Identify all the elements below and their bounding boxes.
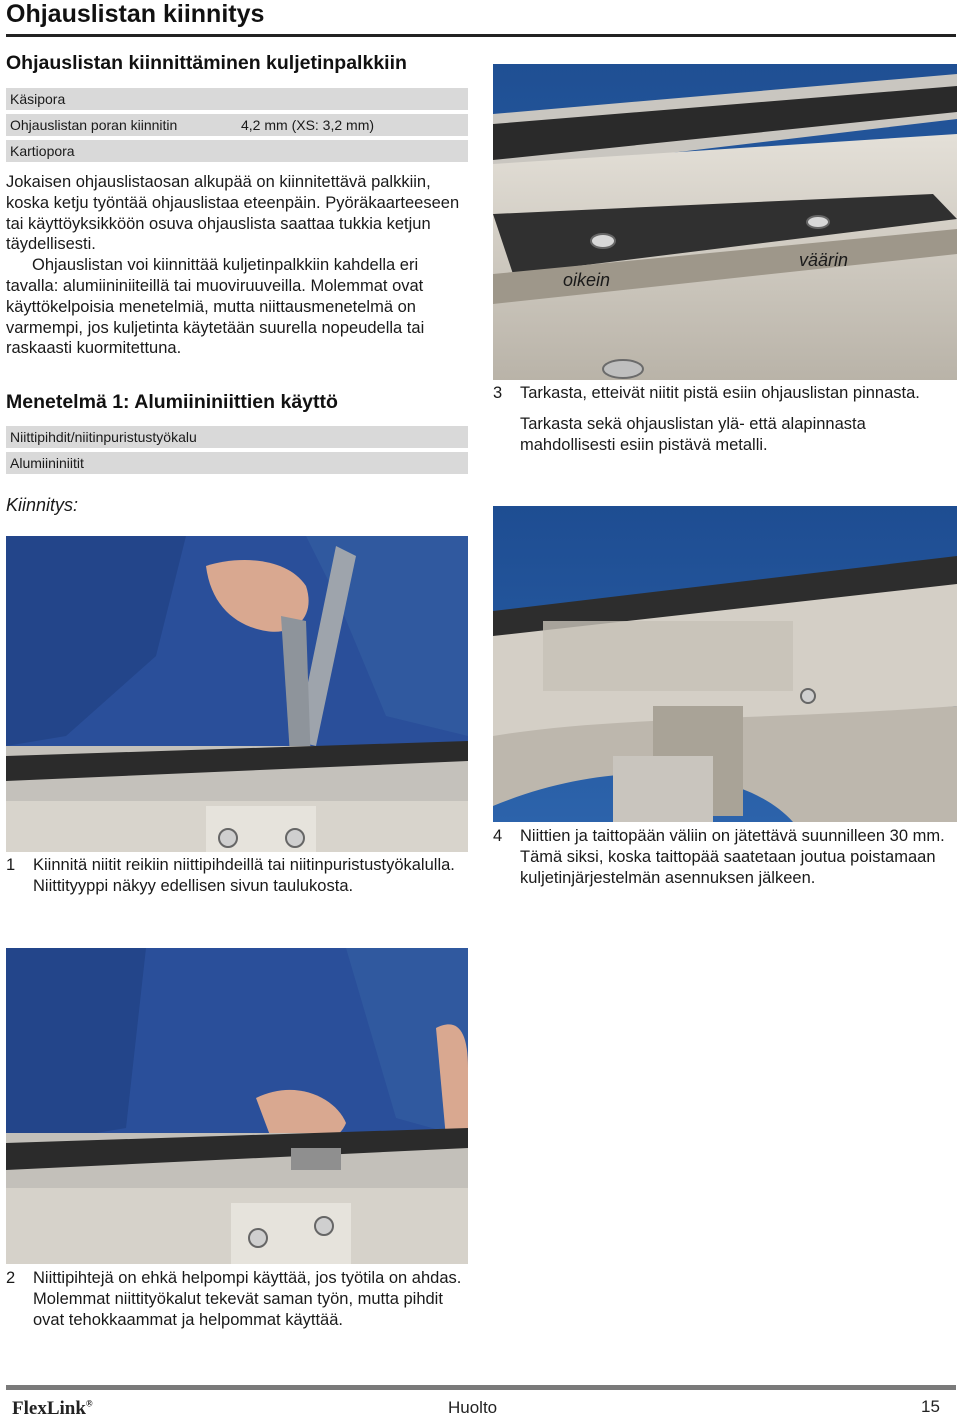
- step-text: Tarkasta, etteivät niitit pistä esiin ohjauslistan pinnasta.: [520, 384, 920, 402]
- footer-divider: [6, 1385, 956, 1390]
- tool-name: Niittipihdit/niitinpuristustyökalu: [10, 429, 197, 445]
- logo-wordmark: FlexLink: [12, 1398, 86, 1419]
- tool-name: Alumiininiitit: [10, 455, 84, 471]
- step-number: 2: [6, 1269, 16, 1287]
- step-number: 3: [493, 384, 503, 402]
- step-text: Niittien ja taittopään väliin on jätettävä suunnilleen 30 mm. Tämä siksi, koska taittopää saatetaan joutua poistamaan kuljetinjärjestelmän asennuksen jälkeen.: [520, 827, 945, 887]
- tool-row: [6, 452, 468, 474]
- step-4: [493, 826, 958, 888]
- tool-name: Ohjauslistan poran kiinnitin: [10, 117, 178, 133]
- step-text-extra: Tarkasta sekä ohjauslistan ylä- että alapinnasta mahdollisesti esiin pistävä metalli.: [520, 414, 866, 454]
- step-number: 1: [6, 856, 16, 874]
- step-1: [6, 855, 468, 897]
- tool-row: [6, 426, 468, 448]
- photo-rivet-pliers: [6, 536, 468, 852]
- page-title: Ohjauslistan kiinnitys: [6, 0, 265, 28]
- tool-row: [6, 140, 468, 162]
- tool-row: [6, 88, 468, 110]
- step-number: 4: [493, 827, 503, 845]
- tool-name: Käsipora: [10, 91, 66, 107]
- tool-name: Kartiopora: [10, 143, 75, 159]
- photo-rivet-check: [493, 64, 957, 380]
- section-heading-method1: Menetelmä 1: Alumiininiittien käyttö: [6, 391, 338, 413]
- tool-value: 4,2 mm (XS: 3,2 mm): [241, 117, 375, 133]
- photo-end-distance: [493, 506, 957, 822]
- paragraph: Jokaisen ohjauslistaosan alkupää on kiinnitettävä palkkiin, koska ketju työntää ohjauslistaa eteenpäin. Pyöräkaarteeseen tai käyttöyksikköön osuva ohjauslista saattaa tukkia ketjun täydellisesti.: [6, 173, 460, 254]
- footer-section-name: Huolto: [448, 1398, 498, 1417]
- photo-rivet-press-tool: [6, 948, 468, 1264]
- page-number: 15: [921, 1397, 940, 1416]
- label-correct: oikein: [563, 270, 611, 290]
- tool-row: [6, 114, 468, 136]
- mounting-label: Kiinnitys:: [6, 495, 79, 515]
- paragraph: Ohjauslistan voi kiinnittää kuljetinpalkkiin kahdella eri tavalla: alumiininiiteillä tai muoviruuveilla. Molemmat ovat käyttökelpoisia menetelmiä, mutta niittausmenetelmä on varmempi, jos kuljetinta käytetään suurella nopeudella tai raskaasti kuormitettuna.: [6, 256, 425, 358]
- step-text: Niittipihtejä on ehkä helpompi käyttää, jos työtila on ahdas. Molemmat niittityökalut tekevät saman työn, mutta pihdit ovat tehokkaammat ja helpommat käyttää.: [33, 1269, 462, 1329]
- step-3: [493, 383, 958, 455]
- label-wrong: väärin: [799, 250, 849, 270]
- intro-text: [6, 172, 468, 359]
- section-heading-mounting: Ohjauslistan kiinnittäminen kuljetinpalkkiin: [6, 52, 407, 74]
- step-2: [6, 1268, 468, 1330]
- flexlink-logo: [12, 1398, 93, 1420]
- registered-mark: ®: [85, 1398, 93, 1409]
- step-text: Kiinnitä niitit reikiin niittipihdeillä tai niitinpuristustyökalulla. Niittityyppi näkyy edellisen sivun taulukosta.: [33, 856, 455, 895]
- title-divider: [6, 34, 956, 37]
